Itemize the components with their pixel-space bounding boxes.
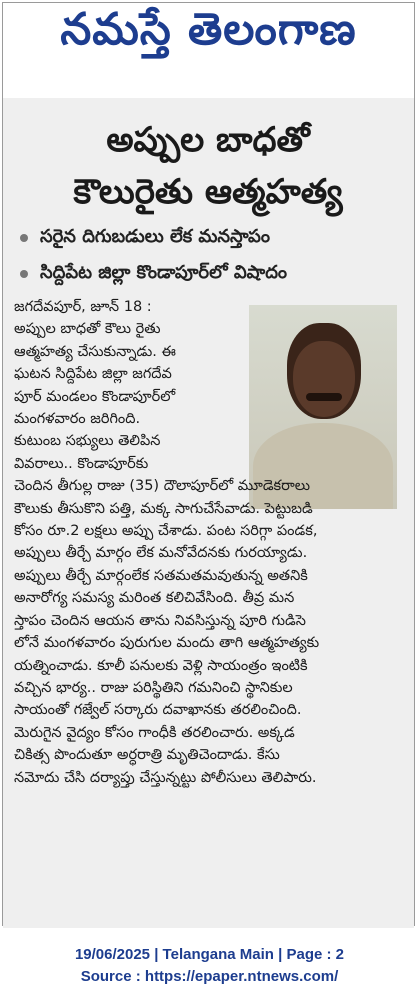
article-line: సాయంతో గజ్వేల్ సర్కారు దవాఖానకు తరలించింది. [14, 702, 302, 719]
article-line: స్తాపం చెందిన ఆయన తాను నివసిస్తున్న పూరి గుడిసె [14, 612, 306, 629]
article-line: మెరుగైన వైద్యం కోసం గాంధీకి తరలించారు. అక్కడ [14, 724, 295, 741]
footer-source-line: Source : https://epaper.ntnews.com/ [80, 968, 339, 985]
article-line: అనారోగ్య సమస్య మరింత కలిచివేసింది. తీవ్ర మన [14, 590, 295, 607]
article-line: నమోదు చేసి దర్యాప్తు చేస్తున్నట్టు పోలీసులు తెలిపారు. [14, 769, 317, 786]
bullet-icon [20, 270, 28, 278]
article-line: చికిత్స పొందుతూ అర్ధరాత్రి మృతిచెందాడు. కేసు [14, 747, 280, 764]
article-line: అప్పుల బాధతో కౌలు రైతు [14, 321, 161, 338]
article-line: ఘటన సిద్దిపేట జిల్లా జగదేవ [14, 366, 172, 383]
subheading-item [20, 220, 400, 256]
subheading-text: సరైన దిగుబడులు లేక మనస్తాపం [40, 225, 270, 247]
article-line: అప్పులు తీర్చే మార్గం లేక మనోవేదనకు గురయ్యాడు. [14, 545, 308, 562]
article-body [14, 296, 403, 789]
article-line: కోసం రూ.2 లక్షలు అప్పు చేశాడు. పంట సరిగ్గా పండక, [14, 523, 318, 540]
source-footer [0, 944, 419, 988]
subheading-text: సిద్దిపేట జిల్లా కొండాపూర్‌లో విషాదం [40, 261, 288, 283]
article-line: యత్నించాడు. కూలీ పనులకు వెళ్లి సాయంత్రం ఇంటికి [14, 657, 308, 674]
headline-line-1: అప్పుల బాధతో [106, 120, 310, 160]
subheading-item [20, 256, 400, 292]
article-line: అప్పులు తీర్చే మార్గంలేక సతమతమవుతున్న అతనికి [14, 567, 308, 584]
newspaper-masthead: నమస్తే తెలంగాణ [60, 4, 357, 55]
article-line: పూర్ మండలం కొండాపూర్‌లో [14, 388, 176, 405]
subheading-list [20, 220, 400, 292]
article-line: జగదేవపూర్, జూన్ 18 : [14, 299, 152, 315]
headline-line-2: కౌలురైతు ఆత్మహత్య [73, 172, 343, 212]
article-line: కౌలుకు తీసుకొని పత్తి, మక్క సాగుచేసేవాడు. పెట్టుబడి [14, 500, 313, 517]
bullet-icon [20, 234, 28, 242]
article-line: కుటుంబ సభ్యులు తెలిపిన [14, 433, 161, 450]
article-line: లోనే మంగళవారం పురుగుల మందు తాగి ఆత్మహత్యకు [14, 635, 320, 652]
article-line: వివరాలు.. కొండాపూర్‌కు [14, 455, 149, 472]
article-line: ఆత్మహత్య చేసుకున్నాడు. ఈ [14, 343, 176, 360]
article-line: మంగళవారం జరిగింది. [14, 411, 141, 428]
footer-date-line: 19/06/2025 | Telangana Main | Page : 2 [74, 946, 345, 963]
article-line: చెందిన తీగుల్ల రాజు (35) దౌలాపూర్‌లో మూడెకరాలు [14, 478, 311, 495]
article-line: వచ్చిన భార్య.. రాజు పరిస్థితిని గమనించి స్థానికుల [14, 679, 293, 696]
article-headline [10, 114, 406, 218]
